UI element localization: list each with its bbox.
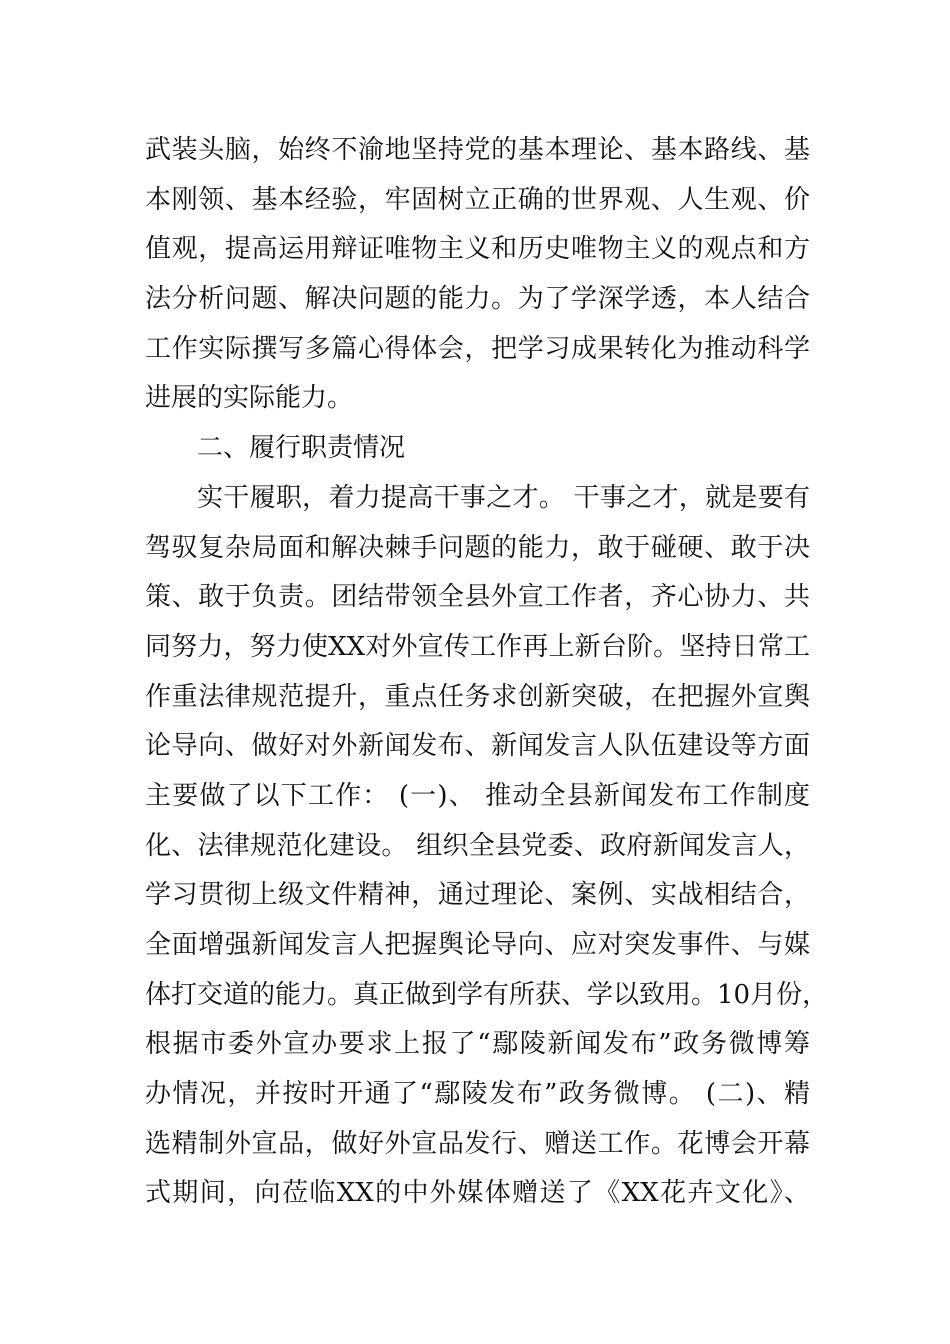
text-line: 体打交道的能力。真正做到学有所获、学以致用。10月份， (145, 979, 829, 1010)
text-line: 驾驭复杂局面和解决棘手问题的能力，敢于碰硬、敢于决 (145, 532, 810, 563)
text-line: 二、履行职责情况 (197, 433, 406, 464)
text-line: 武装头脑，始终不渝地坚持党的基本理论、基本路线、基 (145, 135, 810, 165)
text-line: 论导向、做好对外新闻发布、新闻发言人队伍建设等方面 (145, 731, 810, 762)
text-line: 式期间，向莅临XX的中外媒体赠送了《XX花卉文化》、 (145, 1178, 810, 1209)
text-line: 化、法律规范化建设。 组织全县党委、政府新闻发言人， (145, 830, 810, 861)
body-text (145, 126, 829, 1219)
text-line: 作重法律规范提升，重点任务求创新突破，在把握外宣舆 (145, 681, 810, 712)
text-line: 实干履职，着力提高干事之才。 干事之才，就是要有 (197, 482, 810, 513)
text-line: 策、敢于负责。团结带领全县外宣工作者，齐心协力、共 (145, 582, 810, 613)
text-line: 工作实际撰写多篇心得体会，把学习成果转化为推动科学 (145, 333, 810, 364)
text-line: 值观，提高运用辩证唯物主义和历史唯物主义的观点和方 (145, 234, 810, 265)
text-line: 进展的实际能力。 (145, 383, 354, 414)
text-line: 本刚领、基本经验，牢固树立正确的世界观、人生观、价 (145, 184, 810, 215)
text-line: 学习贯彻上级文件精神，通过理论、案例、实战相结合， (145, 880, 810, 911)
text-line: 主要做了以下工作： (一)、 推动全县新闻发布工作制度 (145, 780, 810, 811)
text-line: 同努力，努力使XX对外宣传工作再上新台阶。坚持日常工 (145, 631, 810, 662)
text-line: 法分析问题、解决问题的能力。为了学深学透，本人结合 (145, 284, 810, 315)
text-line: 办情况，并按时开通了“鄢陵发布”政务微博。 (二)、精 (145, 1079, 810, 1110)
text-line: 选精制外宣品，做好外宣品发行、赠送工作。花博会开幕 (145, 1128, 810, 1159)
text-line: 根据市委外宣办要求上报了“鄢陵新闻发布”政务微博筹 (145, 1029, 810, 1060)
text-line: 全面增强新闻发言人把握舆论导向、应对突发事件、与媒 (145, 930, 810, 960)
